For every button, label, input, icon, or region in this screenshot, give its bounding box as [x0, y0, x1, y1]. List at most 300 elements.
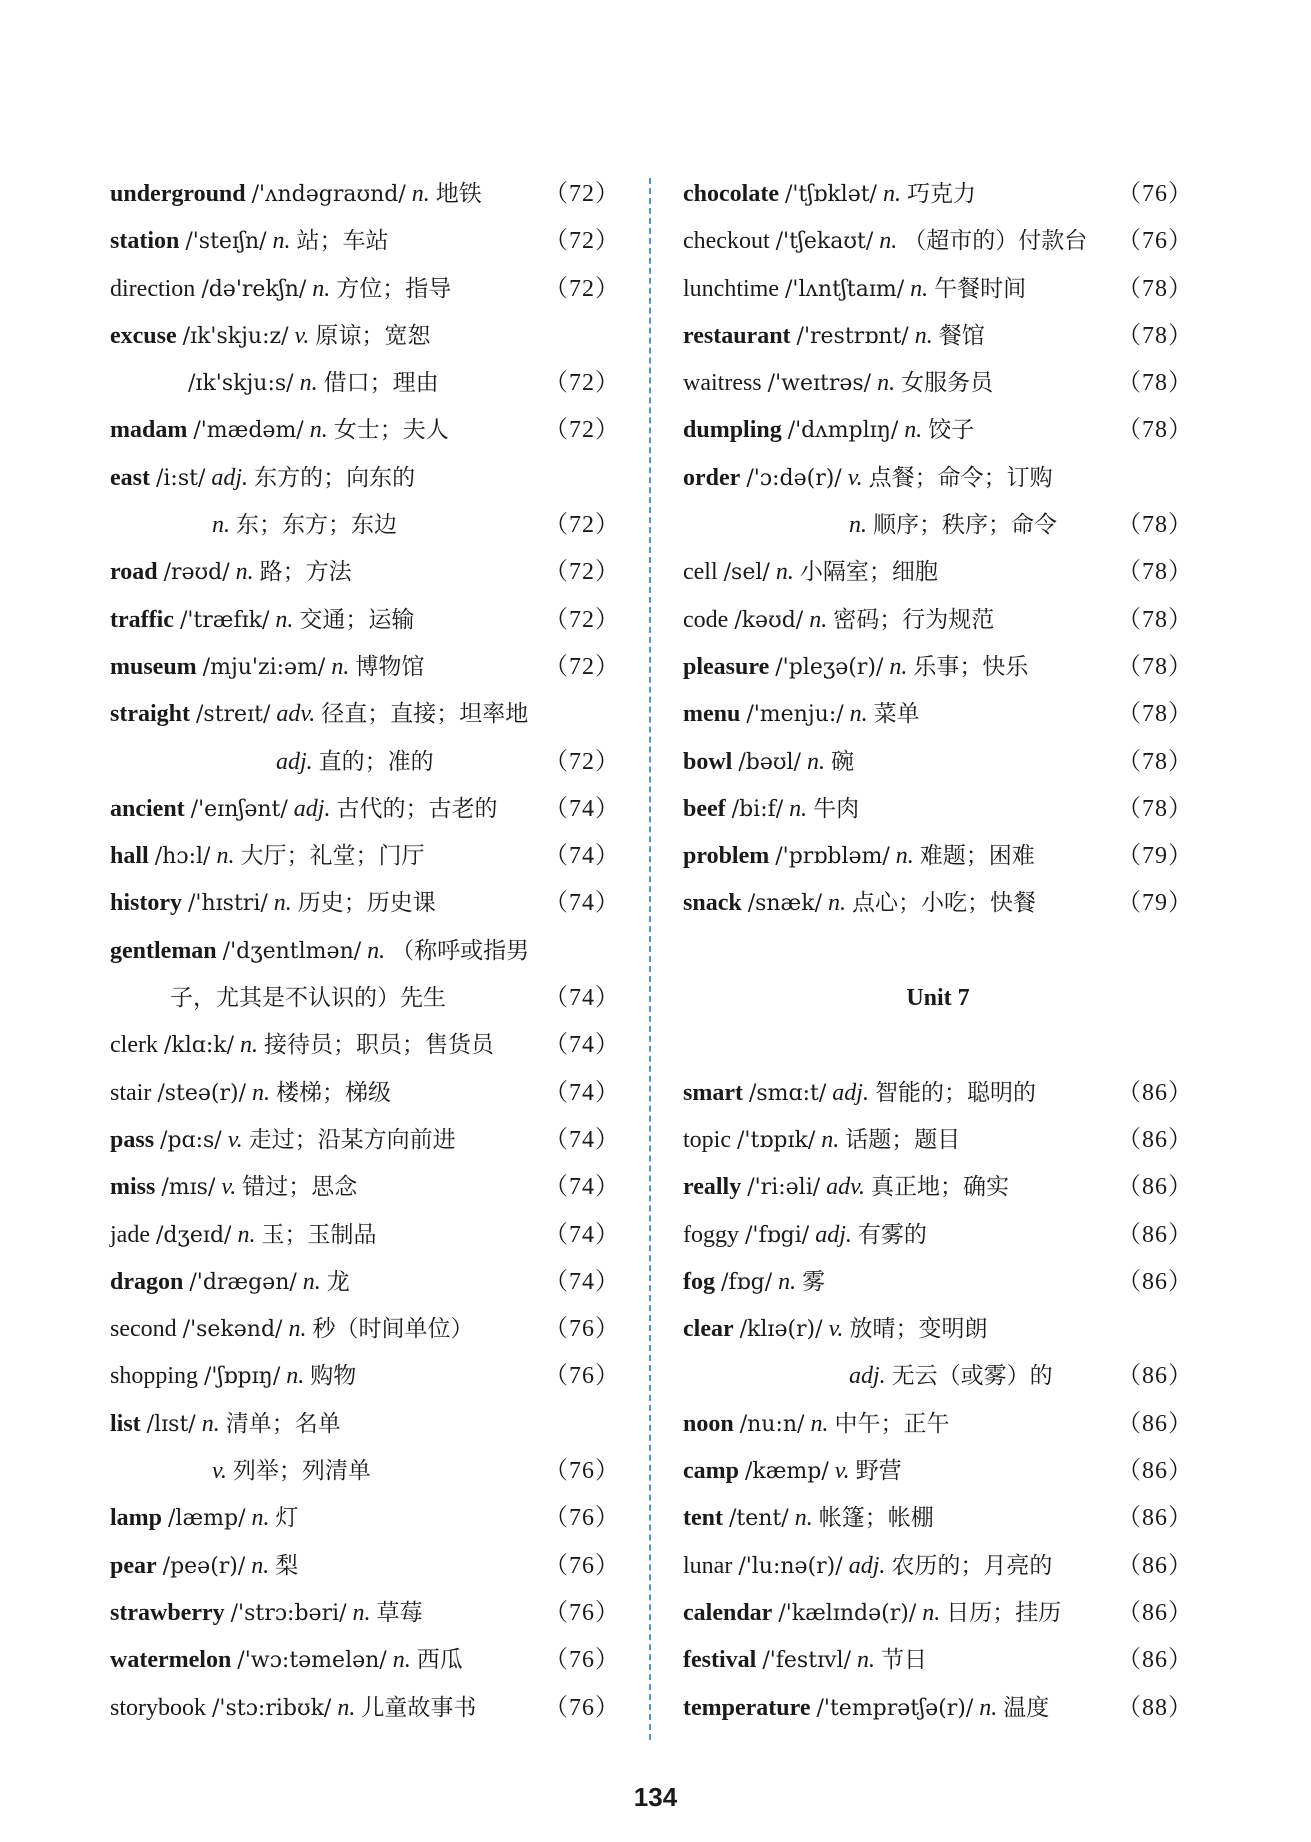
chinese-meaning: 东；东方；东边	[236, 512, 397, 539]
chinese-meaning: 借口；理由	[323, 370, 439, 397]
entry-text	[683, 1306, 987, 1353]
vocab-entry	[683, 644, 1193, 691]
part-of-speech: n.	[411, 181, 430, 207]
entry-text	[110, 786, 497, 833]
page-ref: （86）	[1117, 1126, 1193, 1153]
entry-text	[212, 502, 397, 549]
headword: checkout	[683, 228, 770, 255]
page-ref: （86）	[1117, 1079, 1193, 1106]
chinese-meaning: 真正地；确实	[871, 1174, 1010, 1201]
part-of-speech: n.	[237, 1221, 256, 1248]
page-ref: （72）	[544, 512, 620, 539]
entry-text	[110, 928, 529, 975]
vocab-entry	[683, 407, 1193, 454]
phonetic: /'lu:nə(r)/	[738, 1553, 843, 1579]
phonetic: /'lʌntʃtaɪm/	[784, 276, 905, 302]
chinese-meaning: 玉；玉制品	[261, 1221, 377, 1248]
entry-text	[683, 1259, 825, 1306]
part-of-speech: n.	[794, 1505, 813, 1532]
chinese-meaning: 女服务员	[901, 370, 994, 397]
part-of-speech: v.	[847, 464, 863, 491]
headword: pear	[110, 1552, 157, 1579]
vocab-entry	[110, 1070, 620, 1117]
chinese-meaning: 楼梯；梯级	[276, 1079, 392, 1106]
page-ref: （79）	[1117, 890, 1193, 917]
headword: smart	[683, 1079, 743, 1106]
part-of-speech: n.	[979, 1694, 998, 1721]
page-ref: （74）	[544, 1032, 620, 1059]
chinese-meaning: 雾	[802, 1268, 826, 1295]
phonetic: /'ri:əli/	[747, 1175, 821, 1201]
vocab-entry	[683, 691, 1193, 738]
chinese-meaning: 购物	[310, 1363, 357, 1390]
headword: second	[110, 1316, 177, 1343]
part-of-speech: adv.	[276, 701, 316, 728]
phonetic: /fɒg/	[721, 1269, 773, 1295]
entry-text	[110, 1070, 391, 1117]
headword: tent	[683, 1505, 723, 1532]
vocab-entry	[110, 1401, 620, 1448]
part-of-speech: n.	[331, 653, 350, 680]
phonetic: /'mædəm/	[193, 418, 304, 444]
entry-text	[683, 313, 985, 360]
page-ref: （72）	[544, 559, 620, 586]
phonetic: /rəʊd/	[163, 560, 230, 586]
phonetic: /mju'zi:əm/	[202, 654, 326, 680]
vocab-entry	[110, 880, 620, 927]
blank-line	[683, 928, 1193, 975]
part-of-speech: adj.	[815, 1221, 852, 1248]
phonetic: /'festɪvl/	[762, 1648, 851, 1674]
vocab-entry	[110, 786, 620, 833]
page-ref: （78）	[1117, 701, 1193, 728]
entry-text	[164, 975, 446, 1022]
page-ref: （86）	[1117, 1552, 1193, 1579]
entry-text	[683, 1164, 1009, 1211]
chinese-meaning: 东方的；向东的	[254, 464, 416, 491]
entry-text	[683, 880, 1036, 927]
vocabulary-column-left	[110, 171, 620, 1732]
page-ref: （76）	[544, 1647, 620, 1674]
part-of-speech: adj.	[293, 795, 331, 822]
vocab-entry	[683, 1353, 1193, 1400]
page-ref: （78）	[1117, 653, 1193, 680]
vocab-entry	[110, 502, 620, 549]
headword: waitress	[683, 370, 762, 397]
chinese-meaning: 大厅；礼堂；门厅	[240, 843, 425, 870]
phonetic: /'ɔ:də(r)/	[746, 465, 842, 491]
part-of-speech: n.	[302, 1268, 321, 1295]
entry-text	[110, 1117, 456, 1164]
entry-text	[683, 1117, 960, 1164]
chinese-meaning: 方位；指导	[336, 275, 452, 302]
part-of-speech: v.	[227, 1126, 243, 1153]
headword: lunar	[683, 1552, 733, 1579]
vocab-entry	[110, 739, 620, 786]
phonetic: /i:st/	[155, 465, 206, 491]
page-ref: （76）	[1117, 228, 1193, 255]
page-ref: （78）	[1117, 795, 1193, 822]
vocab-entry	[683, 597, 1193, 644]
headword: clerk	[110, 1032, 158, 1059]
page-ref: （72）	[544, 181, 620, 207]
vocab-entry	[110, 1164, 620, 1211]
headword: lunchtime	[683, 275, 779, 302]
vocab-entry	[683, 880, 1193, 927]
chinese-meaning: 饺子	[928, 417, 975, 444]
phonetic: /'temprətʃə(r)/	[816, 1695, 974, 1721]
vocab-entry	[110, 218, 620, 265]
phonetic: /ɪk'skju:z/	[182, 323, 289, 349]
page-ref: （74）	[544, 843, 620, 870]
vocab-entry	[110, 313, 620, 360]
page-number: 134	[633, 1782, 678, 1812]
entry-text	[683, 171, 976, 218]
headword: fog	[683, 1268, 715, 1295]
part-of-speech: adj.	[848, 1552, 886, 1579]
vocab-entry	[110, 1685, 620, 1732]
phonetic: /'dʌmplɪŋ/	[787, 418, 899, 444]
chinese-meaning: 中午；正午	[834, 1410, 950, 1437]
vocab-entry	[110, 691, 620, 738]
phonetic: /bəʊl/	[738, 749, 801, 775]
phonetic: /kəʊd/	[734, 607, 804, 633]
vocab-entry	[683, 833, 1193, 880]
chinese-meaning: 古代的；古老的	[336, 795, 498, 822]
page-ref: （76）	[544, 1316, 620, 1343]
chinese-meaning: 女士；夫人	[333, 417, 449, 444]
page-ref: （78）	[1117, 275, 1193, 302]
part-of-speech: n.	[286, 1363, 305, 1390]
chinese-meaning: 野营	[855, 1458, 902, 1485]
phonetic: /'strɔ:bəri/	[230, 1600, 347, 1626]
part-of-speech: n.	[778, 1268, 797, 1295]
page-ref: （72）	[544, 370, 620, 397]
headword: traffic	[110, 606, 174, 633]
entry-text	[683, 1495, 934, 1542]
headword: problem	[683, 843, 770, 870]
page-ref: （74）	[544, 1268, 620, 1295]
part-of-speech: adv.	[826, 1174, 866, 1201]
page-ref: （76）	[544, 1363, 620, 1390]
entry-text	[110, 1306, 473, 1353]
page-ref: （72）	[544, 228, 620, 255]
phonetic: /bi:f/	[731, 796, 784, 822]
entry-text	[683, 1212, 927, 1259]
phonetic: /pɑ:s/	[160, 1127, 222, 1153]
headword: topic	[683, 1126, 731, 1153]
vocab-entry	[683, 218, 1193, 265]
chinese-meaning: 灯	[275, 1505, 299, 1532]
entry-text	[110, 171, 482, 218]
part-of-speech: v.	[212, 1458, 227, 1485]
page-ref: （78）	[1117, 417, 1193, 444]
phonetic: /'menju:/	[746, 702, 844, 728]
headword: calendar	[683, 1599, 773, 1626]
vocabulary-column-right	[683, 171, 1193, 1732]
chinese-meaning: 无云（或雾）的	[891, 1363, 1053, 1390]
vocab-entry	[110, 1495, 620, 1542]
headword: lamp	[110, 1505, 163, 1532]
part-of-speech: n.	[879, 228, 898, 255]
part-of-speech: v.	[221, 1174, 237, 1201]
phonetic: /klɑ:k/	[163, 1033, 234, 1059]
phonetic: /mɪs/	[161, 1175, 216, 1201]
headword: madam	[110, 417, 188, 444]
vocab-entry	[683, 313, 1193, 360]
chinese-meaning: 点心；小吃；快餐	[851, 890, 1036, 917]
headword: restaurant	[683, 322, 791, 349]
headword: list	[110, 1410, 141, 1437]
page-ref: （79）	[1117, 843, 1193, 870]
page-ref: （74）	[544, 1079, 620, 1106]
entry-text	[683, 1070, 1036, 1117]
phonetic: /'prɒbləm/	[775, 844, 890, 870]
vocab-entry	[683, 1685, 1193, 1732]
vocab-entry	[110, 928, 620, 975]
entry-text	[110, 313, 430, 360]
chinese-meaning: 地铁	[435, 181, 482, 207]
page-ref: （74）	[544, 985, 620, 1012]
headword: direction	[110, 275, 196, 302]
entry-text	[683, 691, 920, 738]
page-ref: （78）	[1117, 748, 1193, 775]
chinese-meaning: 错过；思念	[242, 1174, 358, 1201]
chinese-meaning: 农历的；月亮的	[891, 1552, 1053, 1579]
entry-text	[110, 597, 414, 644]
headword: snack	[683, 890, 742, 917]
vocab-entry	[110, 171, 620, 218]
phonetic: /ɪk'skju:s/	[188, 371, 294, 397]
part-of-speech: adj.	[849, 1363, 886, 1390]
part-of-speech: n.	[910, 275, 929, 302]
chinese-meaning: 放晴；变明朗	[849, 1316, 988, 1343]
chinese-meaning: 原谅；宽恕	[315, 322, 431, 349]
vocab-entry	[110, 455, 620, 502]
vocab-entry	[683, 171, 1193, 218]
part-of-speech: v.	[834, 1458, 850, 1485]
phonetic: /'sekənd/	[182, 1317, 283, 1343]
phonetic: /'stɔ:ribʊk/	[212, 1695, 332, 1721]
part-of-speech: n.	[821, 1126, 840, 1153]
part-of-speech: n.	[273, 890, 292, 917]
chinese-meaning: 碗	[830, 748, 854, 775]
phonetic: /'eɪnʃənt/	[190, 796, 288, 822]
part-of-speech: n.	[827, 890, 846, 917]
page-ref: （76）	[544, 1599, 620, 1626]
part-of-speech: n.	[775, 559, 794, 586]
part-of-speech: n.	[922, 1599, 941, 1626]
entry-text	[110, 1685, 476, 1732]
unit-title: Unit 7	[906, 985, 970, 1012]
phonetic: /læmp/	[168, 1506, 246, 1532]
phonetic: /kæmp/	[745, 1459, 829, 1485]
phonetic: /'tɒpɪk/	[737, 1127, 816, 1153]
entry-text	[683, 1401, 949, 1448]
vocab-entry	[110, 975, 620, 1022]
headword: pass	[110, 1126, 155, 1153]
entry-text	[110, 1022, 494, 1069]
part-of-speech: n.	[337, 1694, 356, 1721]
part-of-speech: n.	[810, 1410, 829, 1437]
vocab-entry	[110, 549, 620, 596]
part-of-speech: n.	[856, 1647, 875, 1674]
vocab-entry	[110, 597, 620, 644]
chinese-meaning: 帐篷；帐棚	[818, 1505, 934, 1532]
chinese-meaning: 清单；名单	[225, 1410, 341, 1437]
vocab-entry	[110, 266, 620, 313]
part-of-speech: n.	[789, 795, 808, 822]
page-ref: （86）	[1117, 1268, 1193, 1295]
part-of-speech: n.	[352, 1599, 371, 1626]
part-of-speech: v.	[294, 322, 310, 349]
page-ref: （86）	[1117, 1410, 1193, 1437]
page-ref: （86）	[1117, 1599, 1193, 1626]
headword: festival	[683, 1647, 757, 1674]
headword: road	[110, 559, 158, 586]
part-of-speech: adj.	[211, 464, 249, 491]
chinese-meaning: 历史；历史课	[297, 890, 436, 917]
entry-text	[683, 1685, 1049, 1732]
entry-text	[849, 1353, 1053, 1400]
part-of-speech: n.	[216, 843, 235, 870]
phonetic: /'wɔ:təmelən/	[237, 1648, 387, 1674]
entry-text	[683, 407, 974, 454]
entry-text	[683, 360, 993, 407]
headword: beef	[683, 795, 726, 822]
column-divider	[649, 178, 651, 1740]
entry-text	[849, 502, 1057, 549]
page-ref: （72）	[544, 275, 620, 302]
chinese-meaning: 列举；列清单	[232, 1458, 371, 1485]
headword: chocolate	[683, 181, 779, 207]
headword: hall	[110, 843, 149, 870]
chinese-meaning: 接待员；职员；售货员	[264, 1032, 494, 1059]
phonetic: /klɪə(r)/	[739, 1317, 823, 1343]
entry-text	[683, 644, 1028, 691]
entry-text	[110, 1353, 356, 1400]
chinese-meaning: 巧克力	[906, 181, 976, 207]
blank-line	[683, 1022, 1193, 1069]
chinese-meaning: 有雾的	[857, 1221, 927, 1248]
entry-text	[110, 549, 352, 596]
part-of-speech: n.	[809, 606, 828, 633]
headword: menu	[683, 701, 741, 728]
headword: code	[683, 606, 729, 633]
chinese-meaning: 餐馆	[938, 322, 985, 349]
vocab-entry	[110, 644, 620, 691]
vocab-entry	[683, 1070, 1193, 1117]
phonetic: /lɪst/	[146, 1411, 196, 1437]
part-of-speech: n.	[367, 937, 386, 964]
chinese-meaning: 站；车站	[296, 228, 389, 255]
phonetic: /peə(r)/	[162, 1553, 246, 1579]
chinese-meaning: 温度	[1003, 1694, 1050, 1721]
chinese-meaning: 秒（时间单位）	[312, 1316, 474, 1343]
vocab-entry	[683, 455, 1193, 502]
phonetic: /dʒeɪd/	[155, 1222, 232, 1248]
headword: east	[110, 464, 150, 491]
headword: excuse	[110, 322, 177, 349]
entry-text	[110, 218, 389, 265]
chinese-meaning: 交通；运输	[299, 606, 415, 633]
part-of-speech: adj.	[276, 748, 313, 775]
vocab-entry	[683, 786, 1193, 833]
headword: ancient	[110, 795, 185, 822]
headword: station	[110, 228, 180, 255]
chinese-meaning: 点餐；命令；订购	[868, 464, 1053, 491]
entry-text	[110, 455, 415, 502]
vocab-entry	[110, 833, 620, 880]
chinese-meaning: 难题；困难	[919, 843, 1035, 870]
phonetic: /streɪt/	[196, 702, 271, 728]
vocab-entry	[683, 1543, 1193, 1590]
part-of-speech: n.	[309, 417, 328, 444]
entry-text	[110, 880, 436, 927]
phonetic: /nu:n/	[739, 1411, 805, 1437]
vocab-entry	[683, 266, 1193, 313]
chinese-meaning: 智能的；聪明的	[874, 1079, 1036, 1106]
page-ref: （76）	[1117, 181, 1193, 207]
entry-text	[110, 644, 424, 691]
vocab-entry	[110, 1117, 620, 1164]
headword: gentleman	[110, 937, 217, 964]
unit-heading	[683, 975, 1193, 1022]
part-of-speech: n.	[392, 1647, 411, 1674]
headword: dragon	[110, 1268, 184, 1295]
vocab-entry	[683, 360, 1193, 407]
entry-text	[683, 1590, 1061, 1637]
chinese-meaning: 子，尤其是不认识的）先生	[170, 985, 446, 1012]
entry-text	[683, 597, 994, 644]
page-ref: （72）	[544, 748, 620, 775]
phonetic: /'ʌndəgraʊnd/	[251, 182, 406, 207]
headword: clear	[683, 1316, 734, 1343]
part-of-speech: n.	[882, 181, 901, 207]
headword: strawberry	[110, 1599, 225, 1626]
page-ref: （78）	[1117, 322, 1193, 349]
page-ref: （88）	[1117, 1694, 1193, 1721]
vocab-entry	[110, 1590, 620, 1637]
phonetic: /'træfɪk/	[179, 607, 270, 633]
headword: miss	[110, 1174, 156, 1201]
chinese-meaning: 菜单	[873, 701, 920, 728]
entry-text	[110, 1164, 357, 1211]
headword: bowl	[683, 748, 733, 775]
phonetic: /smɑ:t/	[748, 1080, 827, 1106]
part-of-speech: n.	[272, 228, 291, 255]
entry-text	[110, 1401, 341, 1448]
vocab-entry	[683, 739, 1193, 786]
part-of-speech: n.	[895, 843, 914, 870]
page-ref: （74）	[544, 795, 620, 822]
part-of-speech: n.	[312, 275, 331, 302]
part-of-speech: n.	[849, 701, 868, 728]
vocab-entry	[683, 502, 1193, 549]
part-of-speech: n.	[201, 1410, 220, 1437]
vocab-entry	[110, 1448, 620, 1495]
phonetic: /də'rekʃn/	[201, 276, 307, 302]
page-ref: （86）	[1117, 1647, 1193, 1674]
chinese-meaning: 龙	[326, 1268, 350, 1295]
vocab-entry	[683, 1590, 1193, 1637]
part-of-speech: n.	[251, 1505, 270, 1532]
vocab-entry	[110, 1306, 620, 1353]
vocab-entry	[683, 1259, 1193, 1306]
page-ref: （78）	[1117, 370, 1193, 397]
part-of-speech: n.	[904, 417, 923, 444]
part-of-speech: n.	[275, 606, 294, 633]
